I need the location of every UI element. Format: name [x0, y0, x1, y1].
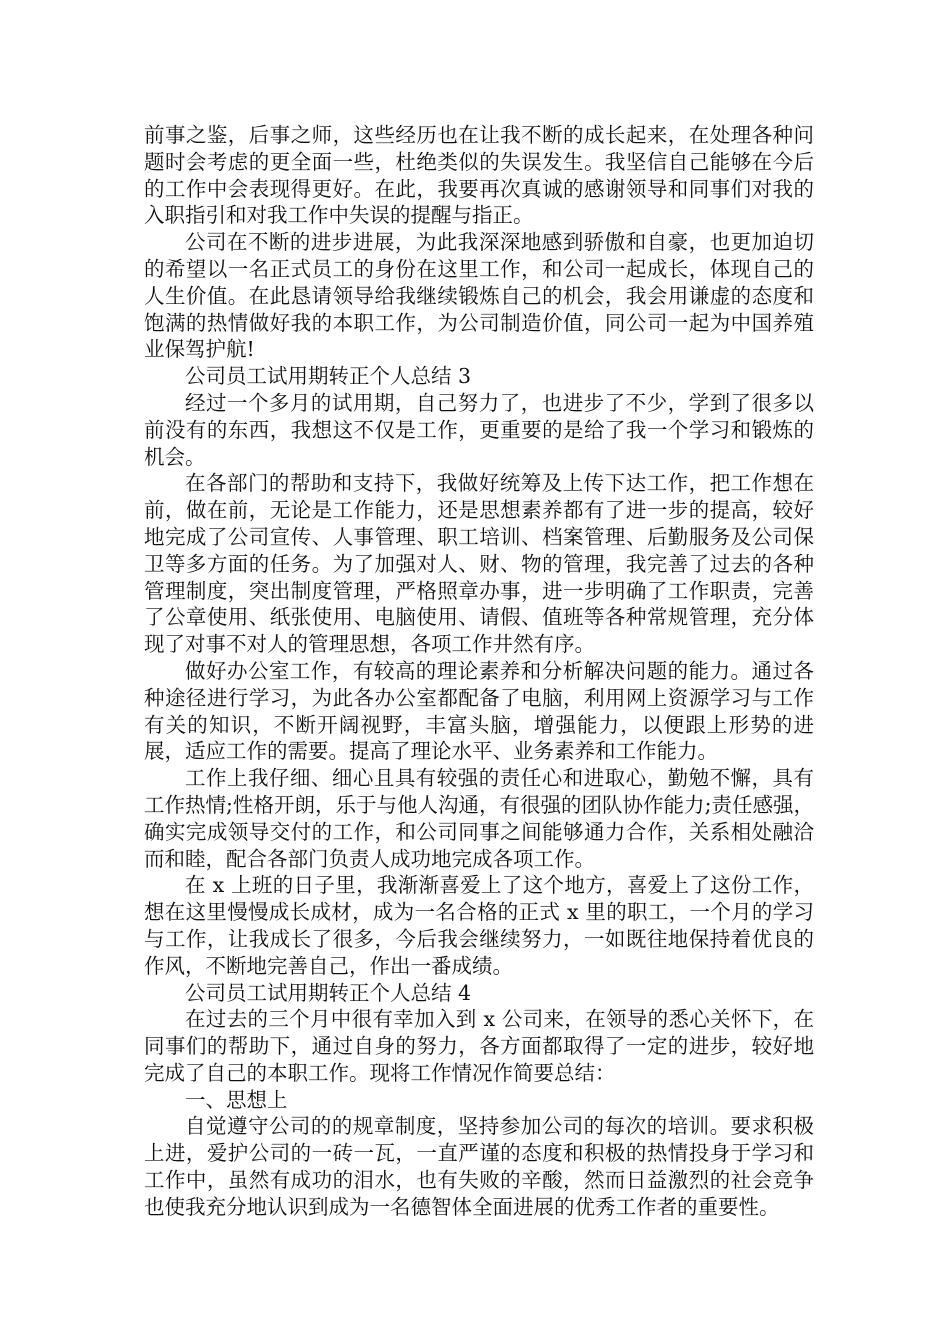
paragraph-5: 在各部门的帮助和支持下，我做好统筹及上传下达工作，把工作想在前，做在前，无论是工作能力，还是思想素养都有了进一步的提高，较好地完成了公司宣传、人事管理、职工培训、档案管理、后勤服务及公司保卫等多方面的任务。为了加强对人、财、物的管理，我完善了过去的各种管理制度，突出制度管理，严格照章办事，进一步明确了工作职责，完善了公章使用、纸张使用、电脑使用、请假、值班等各种常规管理，充分体现了对事不对人的管理思想，各项工作井然有序。 — [144, 471, 814, 657]
paragraph-12: 自觉遵守公司的的规章制度，坚持参加公司的每次的培训。要求积极上进，爱护公司的一砖一瓦，一直严谨的态度和积极的热情投身于学习和工作中，虽然有成功的泪水，也有失败的辛酸，然而日益激烈的社会竞争也使我充分地认识到成为一名德智体全面进展的优秀工作者的重要性。 — [144, 1114, 814, 1219]
subsection-heading-thought: 一、思想上 — [185, 1087, 288, 1112]
paragraph-7: 工作上我仔细、细心且具有较强的责任心和进取心，勤勉不懈，具有工作热情;性格开朗，乐于与他人沟通，有很强的团队协作能力;责任感强，确实完成领导交付的工作，和公司同事之间能够通力合作，关系相处融洽而和睦，配合各部门负责人成功地完成各项工作。 — [144, 766, 814, 871]
paragraph-8: 在 x 上班的日子里，我渐渐喜爱上了这个地方，喜爱上了这份工作，想在这里慢慢成长成材，成为一名合格的正式 x 里的职工，一个月的学习与工作，让我成长了很多，今后我会继续努力，一如既往地保持着优良的作风，不断地完善自己，作出一番成绩。 — [144, 873, 814, 978]
section-heading-3: 公司员工试用期转正个人总结 3 — [185, 364, 472, 389]
paragraph-4: 经过一个多月的试用期，自己努力了，也进步了不少，学到了很多以前没有的东西，我想这不仅是工作，更重要的是给了我一个学习和锻炼的机会。 — [144, 390, 814, 469]
paragraph-1: 前事之鉴，后事之师，这些经历也在让我不断的成长起来，在处理各种问题时会考虑的更全面一些，杜绝类似的失误发生。我坚信自己能够在今后的工作中会表现得更好。在此，我要再次真诚的感谢领导和同事们对我的入职指引和对我工作中失误的提醒与指正。 — [144, 123, 814, 228]
paragraph-10: 在过去的三个月中很有幸加入到 x 公司来，在领导的悉心关怀下，在同事们的帮助下，通过自身的努力，各方面都取得了一定的进步，较好地完成了自己的本职工作。现将工作情况作简要总结： — [144, 1007, 814, 1085]
paragraph-2: 公司在不断的进步进展，为此我深深地感到骄傲和自豪，也更加迫切的希望以一名正式员工的身份在这里工作，和公司一起成长，体现自己的人生价值。在此恳请领导给我继续锻炼自己的机会，我会用谦虚的态度和饱满的热情做好我的本职工作，为公司制造价值，同公司一起为中国养殖业保驾护航! — [144, 230, 814, 362]
section-heading-4: 公司员工试用期转正个人总结 4 — [185, 980, 472, 1005]
document-body — [144, 122, 814, 1221]
paragraph-6: 做好办公室工作，有较高的理论素养和分析解决问题的能力。通过各种途径进行学习，为此各办公室都配备了电脑，利用网上资源学习与工作有关的知识，不断开阔视野，丰富头脑，增强能力，以便跟上形势的进展，适应工作的需要。提高了理论水平、业务素养和工作能力。 — [144, 658, 814, 764]
